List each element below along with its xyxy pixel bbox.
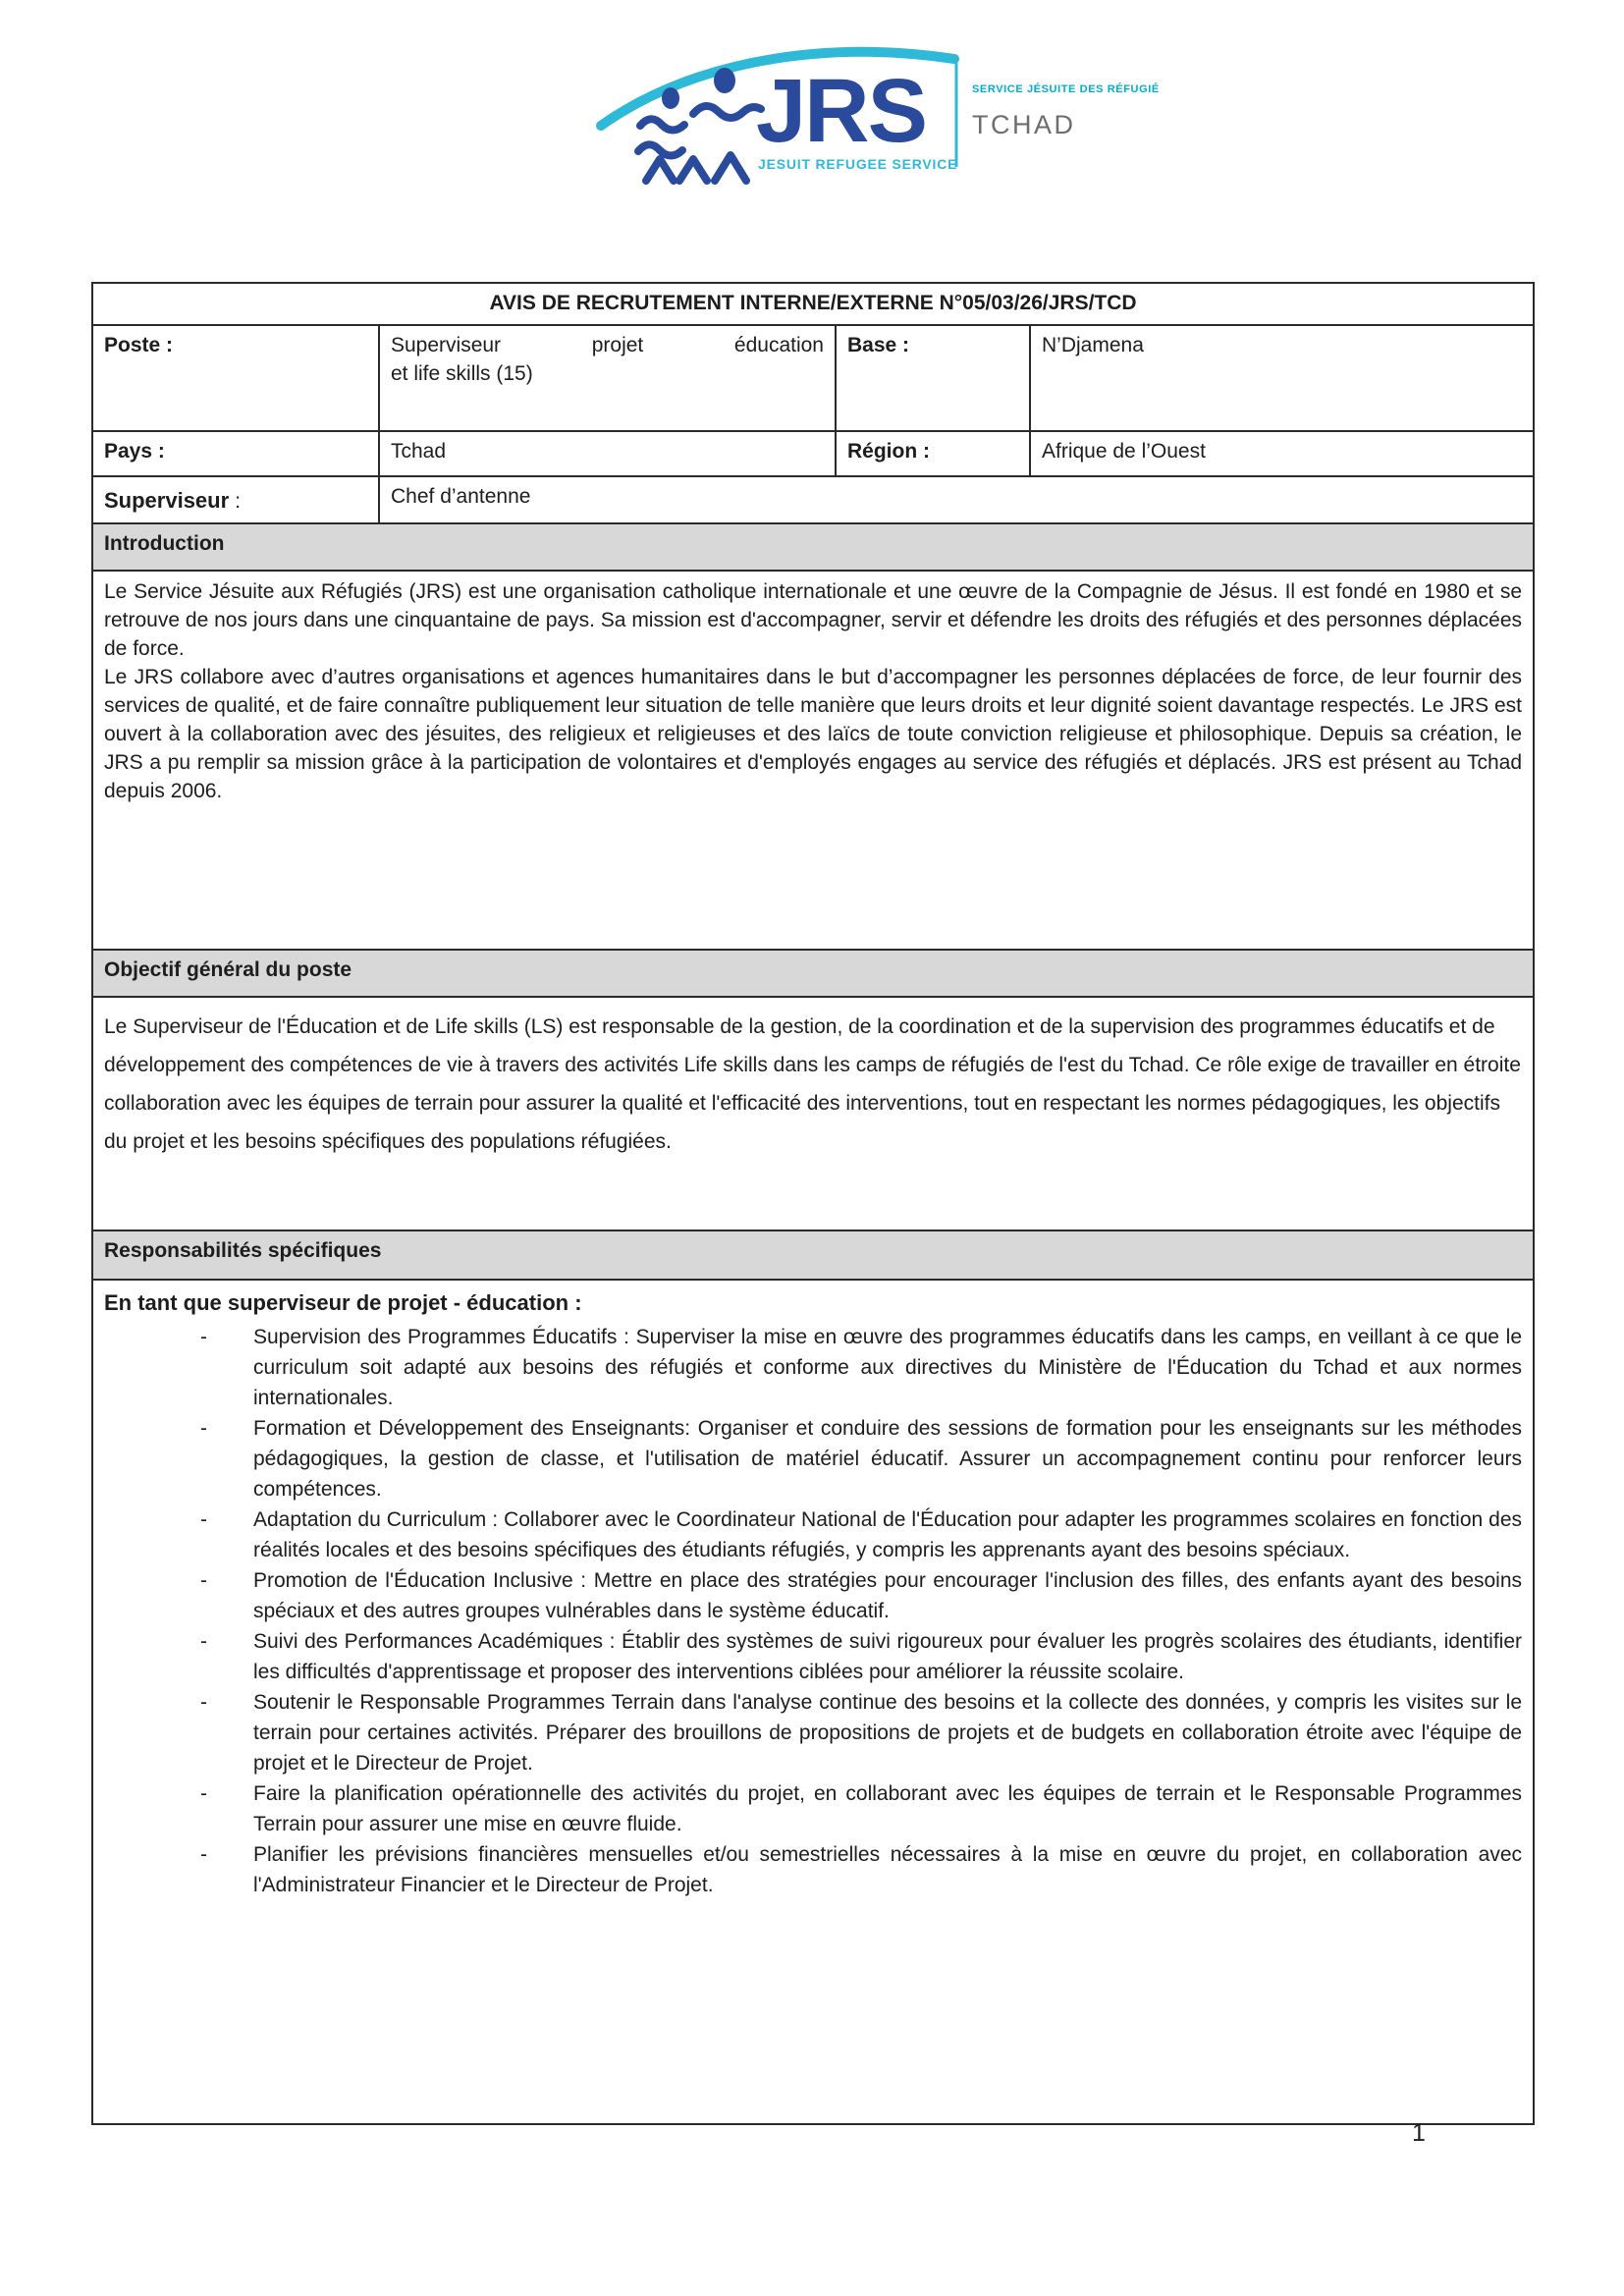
page-number: 1 [1412, 2119, 1426, 2147]
jrs-logo [589, 31, 1159, 191]
responsibility-item: - Promotion de l'Éducation Inclusive : Mettre en place des stratégies pour encourager l'inclusion des filles, des enfants ayant des besoins spéciaux et des autres groupes vulnérables dans le système éducatif. [198, 1565, 1522, 1626]
objectif-heading: Objectif général du poste [92, 950, 1534, 997]
pays-row [92, 431, 1534, 476]
responsabilites-subheading: En tant que superviseur de projet - éducation : [104, 1289, 582, 1315]
region-value: Afrique de l’Ouest [1030, 431, 1534, 476]
responsabilites-list [104, 1322, 1522, 1906]
notice-title: AVIS DE RECRUTEMENT INTERNE/EXTERNE N°05/03/26/JRS/TCD [92, 283, 1534, 325]
logo-subtitle: JESUIT REFUGEE SERVICE [758, 156, 958, 172]
responsibility-item: - Adaptation du Curriculum : Collaborer avec le Coordinateur National de l'Éducation pour adapter les programmes scolaires en fonction des réalités locales et des besoins spécifiques des étudiants réfugiés, y compris les apprenants ayant des besoins spéciaux. [198, 1504, 1522, 1565]
base-value: N’Djamena [1030, 325, 1534, 431]
responsibility-item: - Formation et Développement des Enseignants: Organiser et conduire des sessions de formation pour les enseignants sur les méthodes pédagogiques, la gestion de classe, et l'utilisation de matériel éducatif. Assurer un accompagnement continu pour renforcer leurs compétences. [198, 1413, 1522, 1504]
responsibility-item: - Faire la planification opérationnelle des activités du projet, en collaborant avec les équipes de terrain et le Responsable Programmes Terrain pour assurer une mise en œuvre fluide. [198, 1778, 1522, 1839]
poste-label: Poste : [92, 325, 379, 431]
responsabilites-header-row [92, 1230, 1534, 1280]
objectif-body-row [92, 997, 1534, 1230]
recruitment-notice-table [91, 282, 1535, 2125]
jrs-logo-graphic [589, 31, 1159, 191]
introduction-paragraph-1: Le Service Jésuite aux Réfugiés (JRS) est une organisation catholique internationale et une œuvre de la Compagnie de Jésus. Il est fondé en 1980 et se retrouve de nos jours dans une cinquantaine de pays. Sa mission est d'accompagner, servir et défendre les droits des réfugiés et des personnes déplacées de force. [104, 579, 1523, 660]
responsabilites-heading: Responsabilités spécifiques [92, 1230, 1534, 1280]
jrs-people-icon [638, 68, 761, 181]
responsibility-item: - Planifier les prévisions financières mensuelles et/ou semestrielles nécessaires à la mise en œuvre du projet, en collaboration avec l'Administrateur Financier et le Directeur de Projet. [198, 1839, 1522, 1900]
title-row [92, 283, 1534, 325]
introduction-text [92, 571, 1534, 950]
introduction-heading: Introduction [92, 523, 1534, 571]
logo-french-name: SERVICE JÉSUITE DES RÉFUGIÉS [972, 83, 1159, 95]
base-label: Base : [836, 325, 1030, 431]
introduction-body-row [92, 571, 1534, 950]
region-label: Région : [836, 431, 1030, 476]
introduction-header-row [92, 523, 1534, 571]
poste-value [379, 325, 836, 431]
superviseur-label: Superviseur [104, 487, 230, 513]
pays-label: Pays : [92, 431, 379, 476]
poste-value-line2: et life skills (15) [391, 361, 533, 385]
superviseur-label-cell [92, 476, 379, 523]
superviseur-colon: : [229, 488, 242, 513]
poste-value-line1: Superviseur projet éducation [391, 333, 824, 356]
responsibility-item: - Suivi des Performances Académiques : Établir des systèmes de suivi rigoureux pour évaluer les progrès scolaires des étudiants, identifier les difficultés d'apprentissage et proposer des interventions ciblées pour améliorer la réussite scolaire. [198, 1626, 1522, 1687]
superviseur-row [92, 476, 1534, 523]
objectif-paragraph: Le Superviseur de l'Éducation et de Life skills (LS) est responsable de la gestion, de la coordination et de la supervision des programmes éducatifs et de développement des compétences de vie à travers des activités Life skills dans les camps de réfugiés de l'est du Tchad. Ce rôle exige de travailler en étroite collaboration avec les équipes de terrain pour assurer la qualité et l'efficacité des interventions, tout en respectant les normes pédagogiques, les objectifs du projet et les besoins spécifiques des populations réfugiées. [104, 1014, 1521, 1153]
responsibility-item: - Soutenir le Responsable Programmes Terrain dans l'analyse continue des besoins et la collecte des données, y compris les visites sur le terrain pour certaines activités. Préparer des brouillons de propositions de projets et de budgets en collaboration étroite avec l'équipe de projet et le Directeur de Projet. [198, 1687, 1522, 1778]
objectif-header-row [92, 950, 1534, 997]
responsabilites-content [92, 1280, 1534, 2124]
poste-row [92, 325, 1534, 431]
pays-value: Tchad [379, 431, 836, 476]
responsabilites-body-row [92, 1280, 1534, 2124]
responsibility-item: - Supervision des Programmes Éducatifs : Superviser la mise en œuvre des programmes éducatifs dans les camps, en veillant à ce que le curriculum soit adapté aux besoins des réfugiés et conforme aux directives du Ministère de l'Éducation du Tchad et aux normes internationales. [198, 1322, 1522, 1413]
superviseur-value: Chef d’antenne [379, 476, 1534, 523]
logo-acronym: JRS [756, 61, 926, 161]
logo-country: TCHAD [972, 110, 1076, 139]
objectif-text [92, 997, 1534, 1230]
introduction-paragraph-2: Le JRS collabore avec d’autres organisations et agences humanitaires dans le but d’accompagner les personnes déplacées de force, de leur fournir des services de qualité, et de faire connaître publiquement leur situation de telle manière que leurs droits et leur dignité soient davantage respectés. Le JRS est ouvert à la collaboration avec des jésuites, des religieux et religieuses et des laïcs de toute conviction religieuse et philosophique. Depuis sa création, le JRS a pu remplir sa mission grâce à la participation de volontaires et d'employés engages au service des réfugiés et déplacés. JRS est présent au Tchad depuis 2006. [104, 665, 1523, 802]
